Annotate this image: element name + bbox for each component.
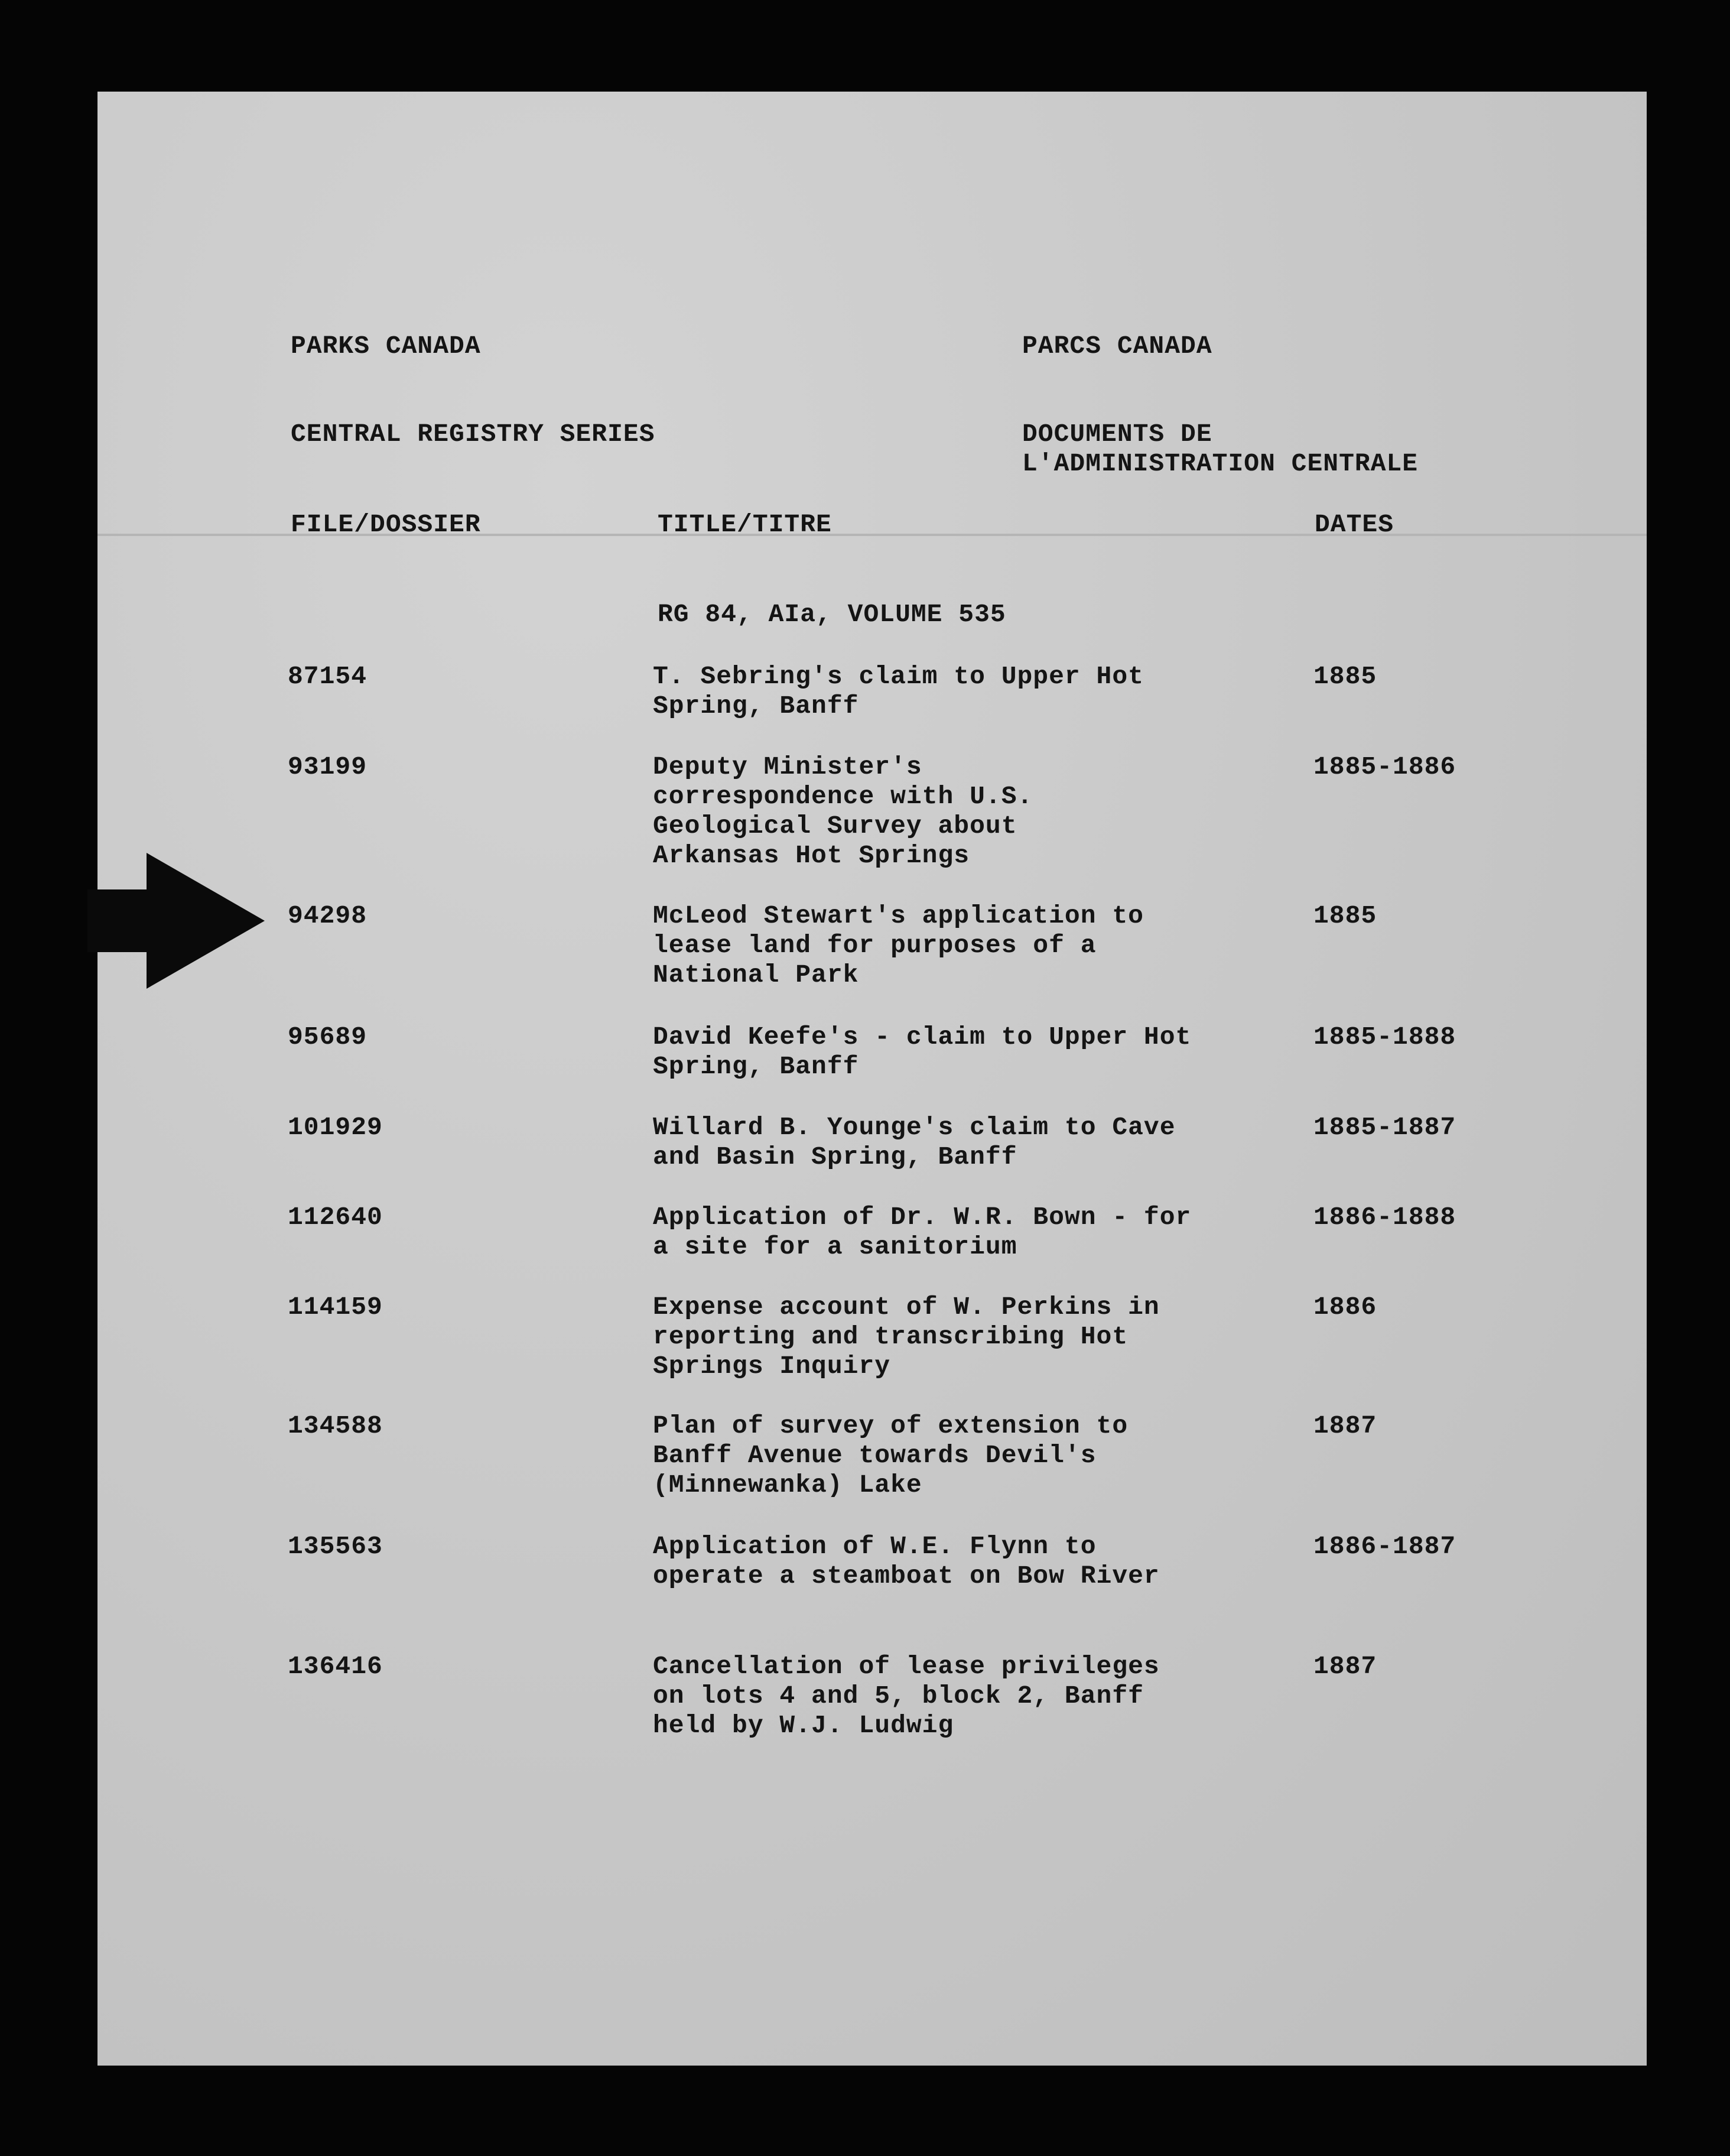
volume-heading: RG 84, AIa, VOLUME 535: [658, 600, 1006, 629]
org-name-fr: PARCS CANADA: [1022, 332, 1212, 361]
file-title: Deputy Minister's correspondence with U.S. Geological Survey about Arkansas Hot Springs: [653, 752, 1033, 870]
file-title: Application of Dr. W.R. Bown - for a site for a sanitorium: [653, 1203, 1192, 1261]
file-number: 93199: [288, 752, 368, 781]
file-dates: 1885: [1313, 662, 1377, 691]
file-number: 94298: [288, 901, 368, 930]
file-number: 87154: [288, 662, 368, 691]
pointer-arrow-icon: [87, 853, 271, 989]
file-number: 112640: [288, 1203, 383, 1232]
series-name-fr-line1: DOCUMENTS DE: [1022, 420, 1212, 449]
file-dates: 1885-1887: [1313, 1113, 1456, 1142]
file-number: 134588: [288, 1411, 383, 1440]
file-dates: 1887: [1313, 1652, 1377, 1681]
file-title: Willard B. Younge's claim to Cave and Basin Spring, Banff: [653, 1113, 1176, 1171]
file-number: 114159: [288, 1293, 383, 1321]
file-title: Expense account of W. Perkins in reporting and transcribing Hot Springs Inquiry: [653, 1293, 1160, 1381]
file-dates: 1886: [1313, 1293, 1377, 1321]
file-title: McLeod Stewart's application to lease land for purposes of a National Park: [653, 901, 1144, 989]
file-dates: 1885: [1313, 901, 1377, 930]
file-title: David Keefe's - claim to Upper Hot Spring, Banff: [653, 1022, 1192, 1081]
series-name-fr-line2: L'ADMINISTRATION CENTRALE: [1022, 449, 1419, 478]
org-name-en: PARKS CANADA: [291, 332, 481, 361]
column-header-title: TITLE/TITRE: [658, 510, 832, 539]
document-page: [97, 92, 1647, 2066]
file-title: T. Sebring's claim to Upper Hot Spring, Banff: [653, 662, 1144, 720]
file-dates: 1887: [1313, 1411, 1377, 1440]
series-name-en: CENTRAL REGISTRY SERIES: [291, 420, 655, 449]
column-header-dates: DATES: [1315, 510, 1394, 539]
file-dates: 1885-1888: [1313, 1022, 1456, 1051]
file-dates: 1886-1888: [1313, 1203, 1456, 1232]
file-dates: 1886-1887: [1313, 1532, 1456, 1561]
column-header-file: FILE/DOSSIER: [291, 510, 481, 539]
file-title: Cancellation of lease privileges on lots 4 and 5, block 2, Banff held by W.J. Ludwig: [653, 1652, 1160, 1740]
file-number: 101929: [288, 1113, 383, 1142]
file-title: Application of W.E. Flynn to operate a steamboat on Bow River: [653, 1532, 1160, 1590]
file-number: 136416: [288, 1652, 383, 1681]
file-number: 95689: [288, 1022, 368, 1051]
file-dates: 1885-1886: [1313, 752, 1456, 781]
file-number: 135563: [288, 1532, 383, 1561]
file-title: Plan of survey of extension to Banff Avenue towards Devil's (Minnewanka) Lake: [653, 1411, 1129, 1499]
